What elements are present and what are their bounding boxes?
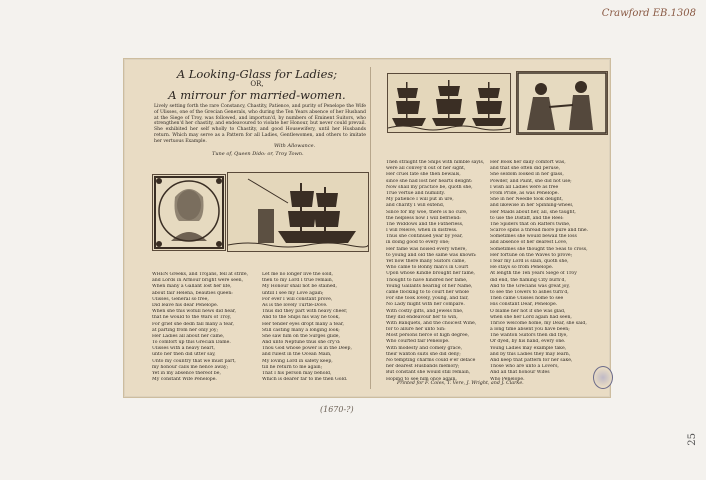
verse-line: The Widdows and the Fatherless, [386,221,464,227]
verse-line: Thought to have hindred her fame, [386,277,468,283]
intro-paragraph: Lively setting forth the rare Constancy, Chastity, Patience, and purity of Penelope the Wife of Ulisses, one of the Grecian Generals, who during the Ten Years absence of her Husband at the Siege of Troy, was followed, and importun'd, by numbers of Eminent Suitors, who strengthen'd her chastity, and endeavoured to violate her Honour, but never could prevail. She exhibited her self wholly to Chastity, and good Housewifery, until her Husbands return. Which may serve as a Pattern for all Ladies, Gentlewomen, and others to imitate her vertuous Example. [154,104,366,144]
verse-line: Ulisses with a heavy heart, [152,346,215,352]
verse-line: True vertue and humility. [386,190,445,196]
verse-line: My patience I will put in ure, [386,197,454,203]
couple-woodcut [516,71,608,135]
verse-line: untill I see my Love again; [262,290,324,296]
verse-line: since she had lost her hearts delight: [386,178,473,184]
verse-line: From Pride, as was Penelope. [490,190,559,196]
verse-line: Still casting many a longing look; [262,327,340,333]
verse-line: at parting from her only joy; [152,327,218,333]
verse-line: to see the Towers to ashes turn'd, [490,289,569,295]
verse-line: At length the Ten years Siege of Troy [490,271,577,277]
verse-line: My Honour shall not be stained, [262,284,337,290]
title-line-1: A Looking-Glass for Ladies; [176,67,338,81]
verse-line: I will releive, when in distress. [386,228,458,234]
verse-line: Or dyed, by his hand, every one. [490,339,566,345]
verse-line: Then came Ulisses home to see [490,296,564,302]
verse-line: Powder, and Paint, she did not use; [490,178,572,184]
verse-line: Her Ladies all about her came, [152,333,225,339]
verse-line: their wanton suits she did deny; [386,351,461,357]
verse-line: Young Ladies may example take, [490,345,567,351]
verse-line: her dearest Husbands memory; [386,364,460,370]
verse-line: Thus she continued year by year, [386,234,463,240]
verse-line: When she this wofull news did hear, [152,309,236,315]
verse-line: Sometimes she thought the Seas to cross, [490,246,588,252]
verse-line: My loving Lord in safety keep, [262,358,333,364]
verse-line: Hoping to see him once again. [386,376,457,382]
verse-line: in doing good to every one; [386,240,450,246]
verse-line: Her fortune on the Waves to prove; [490,252,573,258]
verse-line: then to my Lord I true remain, [262,278,334,284]
tune-line: Tune of, Queen Dido: or, Troy Town. [212,151,304,157]
verse-line: and Lords in Armour bright were seen, [152,278,244,284]
verse-line: His constant Dear, Penelope. [490,302,558,308]
verse-line: Her fame was noised every where, [386,246,467,252]
verse-line: When many a Gallant lost her life, [152,284,232,290]
verse-column-left-2 [262,272,352,383]
verse-line: did end, the flaming City burn'd, [490,277,566,283]
verse-line: Scarce spins a thread more pure and fine. [490,228,589,234]
verse-column-right-2 [490,160,588,383]
verse-line: Her Book her daily comfort was, [490,160,566,165]
verse-line: Unto my country that we must part, [152,358,236,364]
verse-line: As is the lovely Turtle-Dove. [262,302,328,308]
verse-line: and that she often did peruse, [490,166,561,172]
verse-line: For ever I will constant prove, [262,296,333,302]
verse-line: And unto Neptune thus she cry'd: [262,340,341,346]
verse-line: and charity I will extend, [386,203,445,209]
verse-line: For grief she dedn fall many a tear, [152,321,234,327]
allowance-line: With Allowance. [274,143,316,149]
verse-line: Thou God whose power is in the Deep, [262,346,352,352]
verse-line: Who courted fair Penelope. [386,339,450,345]
verse-line: Who came to Bonny man's in Court [386,265,469,271]
date-annotation: (1670-?) [320,405,354,414]
verse-column-left-1 [152,272,248,383]
verse-line: unto her then did utter say, [152,352,216,358]
printer-imprint: Printed for F. Coles, T. Vere, J. Wright, and J. Clarke. [397,381,524,386]
verse-line: Yet now there many Suitors came, [386,259,466,264]
verse-line: That I his person may behold, [262,371,332,376]
verse-line: I wish all Ladies were as free [490,184,559,190]
verse-line: Thus did they part with heavy cheer, [262,309,348,315]
portrait-woodcut [152,174,226,251]
verse-line: Let me no longer live the sold, [262,272,333,277]
verse-line: No Lady might with her compare. [386,302,465,308]
title-or: OR, [250,80,264,88]
page-number-annotation: 25 [687,433,698,446]
verse-line: Most persons fierce of high degree, [386,333,470,339]
broadside-sheet [123,58,611,398]
verse-line: With Banquets, and the choicest Wine, [386,320,477,326]
verse-line: Her tender eyes dropt many a tear, [262,321,344,327]
verse-line: came flocking to to court her whole [386,289,469,295]
verse-line: Did leave his dear Penelope. [152,302,219,308]
verse-line: Ulisses, General so free, [152,296,209,302]
verse-line: Her Maids about her, all, she taught, [490,209,576,215]
verse-line: And to the Grecians was great joy, [490,283,570,289]
verse-line: My constant Wife Penelope. [152,377,217,383]
verse-line: Yet in my absence thereof be, [152,371,221,376]
verse-line: and likewise in her Spinning-wheel, [490,203,574,209]
verse-line: the helpless now I will befriend: [386,215,461,221]
verse-line: But constant she would still remain, [386,370,471,376]
verse-line: She in her Needle took delight, [490,197,563,203]
verse-line: I fear my Lord is slain, quoth she, [490,259,569,264]
verse-line: Since for my woe, there is no cure, [386,209,468,215]
verse-line: till he return to me again; [262,364,323,370]
ships-woodcut [387,73,511,133]
verse-line: Then straight the Ships with nimble sayls, [386,160,485,165]
verse-line: Her cruel fate she then bewails, [386,172,461,178]
verse-line: O blame her not if she was glad, [490,308,566,314]
verse-line: And all that honour Wifes [490,370,550,376]
verse-line: For she took lovely, young, and fair, [386,296,469,302]
ship-sea-woodcut [227,172,369,252]
verse-line: my honour calls me hence away; [152,364,229,370]
verse-line: Thrice welcome home, my Dear, she said, [490,320,587,326]
verse-line: and absence of her dearest Love, [490,240,568,246]
title-line-2: A mirrour for married-women. [168,88,346,102]
verse-line: and rulest in the Ocean Main, [262,352,332,358]
verse-line: The wanton Suitors then did flye, [490,333,568,339]
verse-line: Now shall my practice be, quoth she, [386,184,473,190]
verse-line: Young Gallants hearing of her Name, [386,283,473,289]
verse-line: Sometimes she would bewail the loss [490,234,577,240]
verse-line: And keep that pattern for her sake, [490,358,573,363]
verse-line: To comfort up this Grecian Dame. [152,340,231,346]
verse-line: With costly gifts, and Jewels fine, [386,308,464,314]
verse-line: a long time absent you have been; [490,327,570,333]
verse-line: She saw him on the Surges glide, [262,333,340,339]
verse-line: No tempting charms could e'er deface [386,358,476,363]
verse-line: were all convey'd out of her sight, [386,166,466,172]
verse-line: Which is dearer far to me then Gold. [262,377,348,383]
verse-line: they did endeavour her to win, [386,314,458,320]
verse-column-right-1 [386,160,484,383]
verse-line: Who Penelope. [490,376,525,382]
verse-line: about fair Helena, beauties queen: [152,290,233,296]
verse-line: that he would to the Wars of Troy, [152,315,232,321]
verse-line: She seldom looked in her glass, [490,172,564,178]
verse-line: to young and old the same was known: [386,252,477,258]
verse-line: With modesty and comely grace, [386,345,463,351]
verse-line: WHEN Greeks, and Trojans, fell at strife, [152,272,249,277]
verse-line: when she her Lord again had seen, [490,314,572,320]
verse-line: Upon whose Kindle brought her fame, [386,271,476,277]
verse-line: He stays so from Penelope. [490,265,554,271]
verse-line: The Spiders that on Rafters twine, [490,221,571,227]
verse-line: and by this Ladies they may learn, [490,351,571,357]
verse-line: to use the Distaff, and the Reel: [490,215,564,221]
verse-line: And to the Ships his way he took, [262,315,340,321]
column-divider [370,67,371,389]
verse-line: for to allure her unto Sin: [386,327,446,333]
verse-line: Those who are unto a Lovers, [490,364,559,370]
shelfmark-annotation: Crawford EB.1308 [601,8,696,19]
library-stamp [593,366,613,389]
